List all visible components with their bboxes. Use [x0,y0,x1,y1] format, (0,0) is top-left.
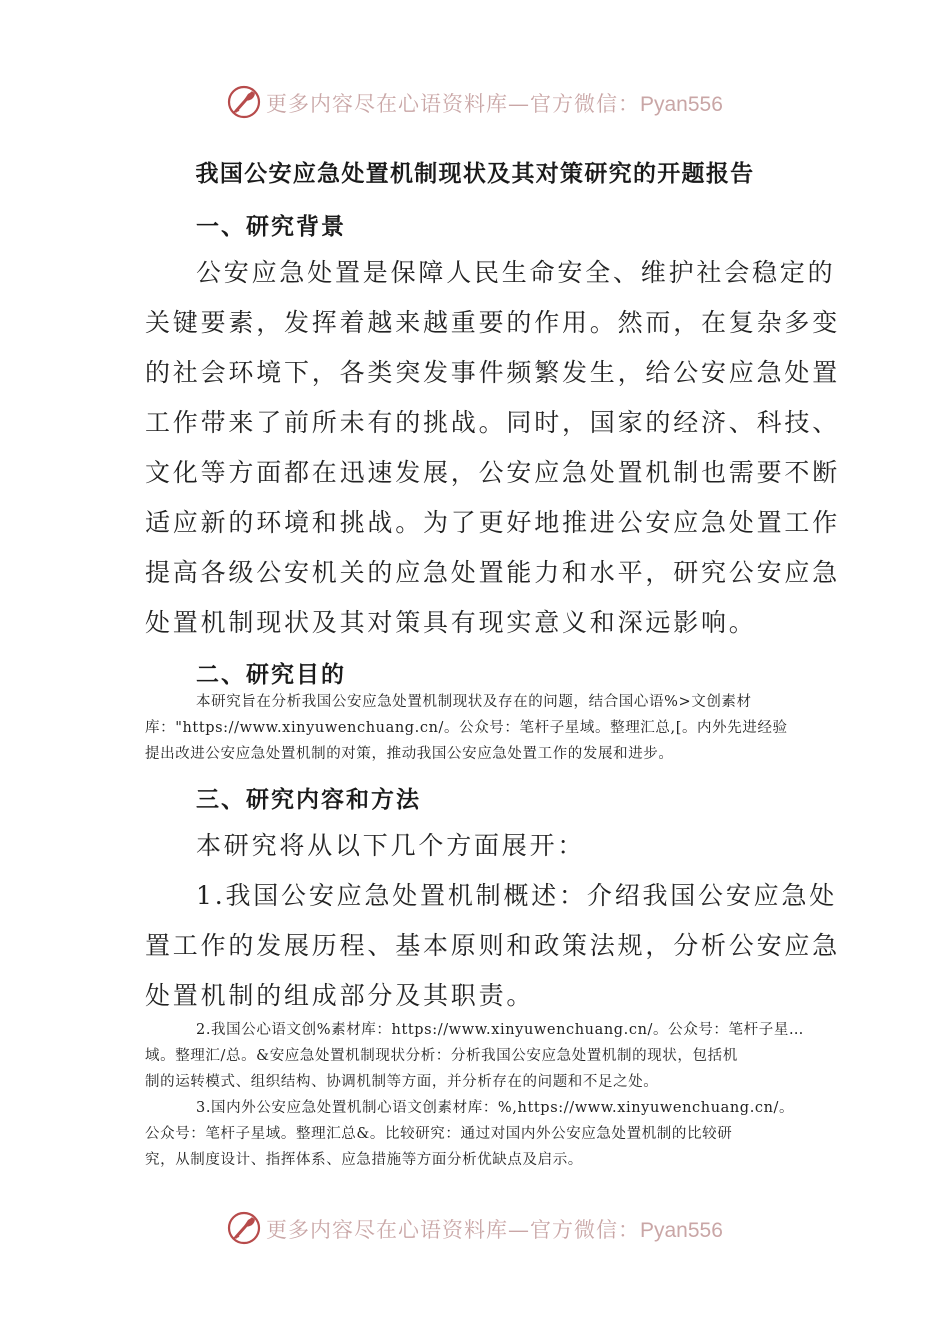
footer-watermark-banner [0,1210,950,1250]
header-watermark-banner [0,84,950,124]
paragraph-line: 处置机制现状及其对策具有现实意义和深远影响。 [145,608,757,637]
paragraph-line: 工作带来了前所未有的挑战。同时，国家的经济、科技、 [145,408,841,437]
paragraph-line: 公安应急处置是保障人民生命安全、维护社会稳定的 [196,258,836,287]
banner-text [266,88,723,118]
document-title: 我国公安应急处置机制现状及其对策研究的开题报告 [195,160,755,187]
banner-text [266,1214,723,1244]
small-paragraph-line: 究，从制度设计、指挥体系、应急措施等方面分析优缺点及启示。 [145,1152,583,1168]
list-item-line: 置工作的发展历程、基本原则和政策法规，分析公安应急 [145,931,841,960]
section-intro: 本研究将从以下几个方面展开： [196,831,586,860]
banner-wechat-id: Pyan556 [640,1219,723,1242]
small-paragraph-line: 提出改进公安应急处置机制的对策，推动我国公安应急处置工作的发展和进步。 [145,746,674,762]
list-item-line: 处置机制的组成部分及其职责。 [145,981,535,1010]
paragraph-line: 的社会环境下，各类突发事件频繁发生，给公安应急处置 [145,358,841,387]
small-paragraph-line: 域。整理汇/总。&安应急处置机制现状分析：分析我国公安应急处置机制的现状，包括机 [145,1048,738,1064]
banner-label: 更多内容尽在心语资料库—官方微信： [266,92,640,116]
banner-wechat-id: Pyan556 [640,93,723,116]
small-paragraph-line: 2.我国公心语文创%素材库：https://www.xinyuwenchuang.cn/。公众号：笔杆子星… [196,1022,805,1038]
small-paragraph-line: 本研究旨在分析我国公安应急处置机制现状及存在的问题，结合国心语%>文创素材 [196,694,752,710]
paragraph-line: 文化等方面都在迅速发展，公安应急处置机制也需要不断 [145,458,841,487]
paragraph-line: 关键要素，发挥着越来越重要的作用。然而，在复杂多变 [145,308,841,337]
paragraph-line: 适应新的环境和挑战。为了更好地推进公安应急处置工作 [145,508,841,537]
banner-label: 更多内容尽在心语资料库—官方微信： [266,1218,640,1242]
small-paragraph-line: 3.国内外公安应急处置机制心语文创素材库：%,https://www.xinyuwenchuang.cn/。 [196,1100,795,1116]
small-paragraph-line: 公众号：笔杆子星域。整理汇总&。比较研究：通过对国内外公安应急处置机制的比较研 [145,1126,733,1142]
paragraph-line: 提高各级公安机关的应急处置能力和水平，研究公安应急 [145,558,841,587]
small-paragraph-line: 库："https://www.xinyuwenchuang.cn/。公众号：笔杆子星域。整理汇总,[。内外先进经验 [145,720,788,736]
list-item-line: 1.我国公安应急处置机制概述：介绍我国公安应急处 [196,881,838,910]
section-heading-content-methods: 三、研究内容和方法 [196,786,421,813]
small-paragraph-line: 制的运转模式、组织结构、协调机制等方面，并分析存在的问题和不足之处。 [145,1074,659,1090]
quill-pen-logo-icon [226,1210,262,1246]
section-heading-purpose: 二、研究目的 [196,661,346,688]
section-heading-background: 一、研究背景 [196,213,346,240]
quill-pen-logo-icon [226,84,262,120]
